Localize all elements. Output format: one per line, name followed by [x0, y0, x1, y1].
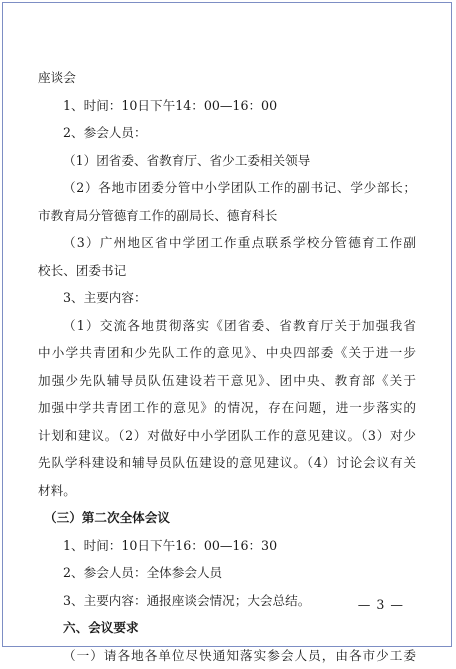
- text-line-content-item-4-end: 材料。: [38, 477, 416, 505]
- text-line-content-heading-1: 3、主要内容：: [38, 284, 416, 312]
- text-line-attendee-item-3: （3）广州地区省中学团工作重点联系学校分管德育工作副: [38, 229, 416, 257]
- text-line-attendees-2: 2、参会人员：全体参会人员: [38, 559, 416, 587]
- text-line-time-2: 1、时间：10日下午16：00—16：30: [38, 532, 416, 560]
- text-line-content-item-1-cont-b: 加强少先队辅导员队伍建设若干意见》、团中央、教育部《关于: [38, 367, 416, 395]
- text-line-content-item-2: 计划和建议。（2）对做好中小学团队工作的意见建议。（3）对少: [38, 422, 416, 450]
- text-line-content-item-1-cont-a: 中小学共青团和少先队工作的意见》、中央四部委《关于进一步: [38, 339, 416, 367]
- text-line-time-1: 1、时间：10日下午14：00—16：00: [38, 92, 416, 120]
- text-line-attendee-item-3-continued: 校长、团委书记: [38, 257, 416, 285]
- text-line-attendees-heading-1: 2、参会人员：: [38, 119, 416, 147]
- section-heading-meeting-requirements: 六、会议要求: [38, 614, 416, 642]
- text-line-attendee-item-2-continued: 市教育局分管德育工作的副局长、德育科长: [38, 202, 416, 230]
- text-line-meeting-title-continued: 座谈会: [38, 64, 416, 92]
- text-line-content-item-3: 先队学科建设和辅导员队伍建设的意见建议。（4）讨论会议有关: [38, 449, 416, 477]
- text-line-content-item-1: （1）交流各地贯彻落实《团省委、省教育厅关于加强我省: [38, 312, 416, 340]
- text-line-attendee-item-2: （2）各地市团委分管中小学团队工作的副书记、学少部长；: [38, 174, 416, 202]
- document-body: [38, 64, 416, 669]
- text-line-attendee-item-1: （1）团省委、省教育厅、省少工委相关领导: [38, 147, 416, 175]
- text-line-requirement-1: （一）请各地各单位尽快通知落实参会人员，由各市少工委: [38, 642, 416, 669]
- text-line-content-2: 3、主要内容：通报座谈会情况；大会总结。: [38, 587, 416, 615]
- text-line-content-item-1-cont-c: 加强中学共青团工作的意见》的情况，存在问题，进一步落实的: [38, 394, 416, 422]
- page-number: — 3 —: [358, 597, 404, 612]
- subsection-heading-second-plenary: （三）第二次全体会议: [38, 504, 416, 532]
